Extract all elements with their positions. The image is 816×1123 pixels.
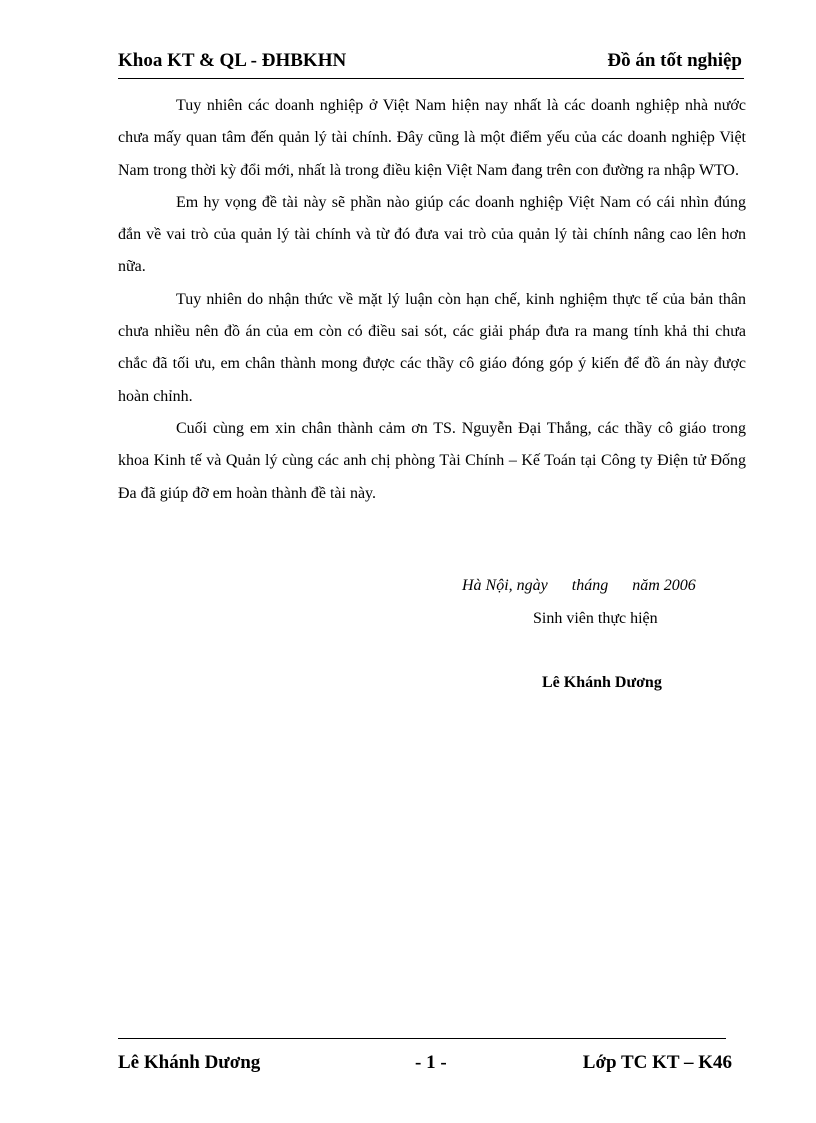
header-divider <box>118 78 744 79</box>
header-document-type: Đồ án tốt nghiệp <box>607 50 742 71</box>
place-and-date: Hà Nội, ngày tháng năm 2006 <box>462 577 696 594</box>
signer-name: Lê Khánh Dương <box>542 674 662 691</box>
paragraph-2: Em hy vọng đề tài này sẽ phần nào giúp các doanh nghiệp Việt Nam có cái nhìn đúng đắn về vai trò của quản lý tài chính và từ đó đưa vai trò của quản lý tài chính nâng cao lên hơn nữa. <box>118 193 746 276</box>
footer-divider <box>118 1038 726 1039</box>
footer-class: Lớp TC KT – K46 <box>582 1052 732 1073</box>
signer-role: Sinh viên thực hiện <box>533 610 658 627</box>
paragraph-4: Cuối cùng em xin chân thành cảm ơn TS. Nguyễn Đại Thắng, các thầy cô giáo trong khoa Kinh tế và Quản lý cùng các anh chị phòng Tài Chính – Kế Toán tại Công ty Điện tử Đống Đa đã giúp đỡ em hoàn thành đề tài này. <box>118 419 746 502</box>
footer-author: Lê Khánh Dương <box>118 1052 261 1073</box>
body-text <box>118 90 746 510</box>
header-department: Khoa KT & QL - ĐHBKHN <box>118 50 347 71</box>
paragraph-1: Tuy nhiên các doanh nghiệp ở Việt Nam hiện nay nhất là các doanh nghiệp nhà nước chưa mấy quan tâm đến quản lý tài chính. Đây cũng là một điểm yếu của các doanh nghiệp Việt Nam trong thời kỳ đổi mới, nhất là trong điều kiện Việt Nam đang trên con đường ra nhập WTO. <box>118 97 746 179</box>
page-number: - 1 - <box>415 1052 447 1073</box>
paragraph-3: Tuy nhiên do nhận thức về mặt lý luận còn hạn chế, kinh nghiệm thực tế của bản thân chưa nhiều nên đồ án của em còn có điều sai sót, các giải pháp đưa ra mang tính khả thi chưa chắc đã tối ưu, em chân thành mong được các thầy cô giáo đóng góp ý kiến để đồ án này được hoàn chỉnh. <box>118 290 746 405</box>
